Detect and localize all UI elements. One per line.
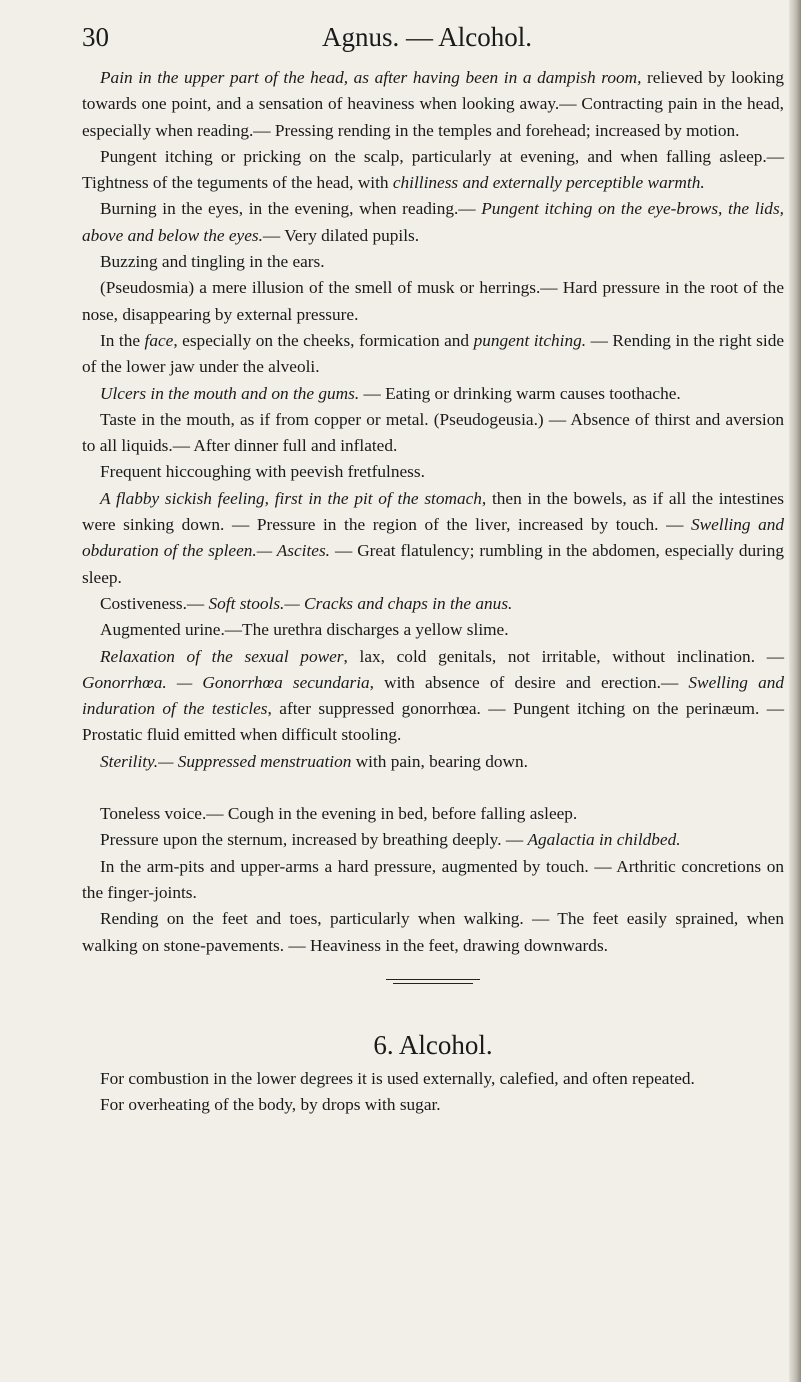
section-divider-top <box>386 979 480 980</box>
paragraph-scalp: Pungent itching or pricking on the scalp, particularly at evening, and when falling asleep.— Tightness of the teguments of the head, with chilliness and externally perceptible warmth. <box>82 146 784 193</box>
italic-phrase: Pain in the upper part of the head, as after having been in a dampish room, <box>100 68 642 87</box>
paragraph-armpits: In the arm-pits and upper-arms a hard pressure, augmented by touch. — Arthritic concretions on the finger-joints. <box>82 856 784 902</box>
book-spine-edge <box>789 0 801 1382</box>
section-title: 6. Alcohol. <box>373 1029 493 1060</box>
page-number: 30 <box>82 22 109 52</box>
section-divider-bottom <box>393 983 473 984</box>
paragraph-overheating: For overheating of the body, by drops with sugar. <box>100 1095 441 1115</box>
page-body <box>82 65 784 1118</box>
paragraph-sexual: Relaxation of the sexual power, lax, cold genitals, not irritable, without inclination. — Gonorrhœa. — Gonorrhœa secundaria, with absence of desire and erection.— Swelling and induration of the testicles, after suppressed gonorrhœa. — Pungent itching on the perinæum. — Prostatic fluid emitted when difficult stooling. <box>82 646 785 745</box>
running-title: Agnus. — Alcohol. <box>321 22 532 52</box>
paragraph-smell: (Pseudosmia) a mere illusion of the smell of musk or herrings.— Hard pressure in the root of the nose, disappearing by external pressure. <box>82 278 784 324</box>
paragraph-taste: Taste in the mouth, as if from copper or metal. (Pseudogeusia.) — Absence of thirst and aversion to all liquids.— After dinner full and inflated. <box>82 409 784 456</box>
paragraph-sterility: Sterility.— Suppressed menstruation with pain, bearing down. <box>100 751 528 771</box>
paragraph-hiccough: Frequent hiccoughing with peevish fretfulness. <box>100 462 425 482</box>
paragraph-urine: Augmented urine.—The urethra discharges a yellow slime. <box>100 620 509 640</box>
paragraph-sternum: Pressure upon the sternum, increased by breathing deeply. — Agalactia in childbed. <box>100 830 681 850</box>
paragraph-stomach: A flabby sickish feeling, first in the pit of the stomach, then in the bowels, as if all the intestines were sinking down. — Pressure in the region of the liver, increased by touch. — Swelling and obduration of the spleen.— Ascites. — Great flatulency; rumbling in the abdomen, especially during sleep. <box>82 488 785 587</box>
running-header <box>82 18 772 58</box>
paragraph-costiveness: Costiveness.— Soft stools.— Cracks and chaps in the anus. <box>100 593 513 613</box>
paragraph-gap <box>82 775 784 801</box>
paragraph-head-pain: Pain in the upper part of the head, as after having been in a dampish room, relieved by looking towards one point, and a sensation of heaviness when looking away.— Contracting pain in the head, especially when reading.— Pressing rending in the temples and forehead; increased by motion. <box>82 68 784 140</box>
paragraph-ulcers: Ulcers in the mouth and on the gums. — Eating or drinking warm causes toothache. <box>100 383 681 403</box>
paragraph-combustion: For combustion in the lower degrees it is used externally, calefied, and often repeated. <box>100 1068 695 1088</box>
paragraph-voice: Toneless voice.— Cough in the evening in bed, before falling asleep. <box>100 804 578 824</box>
paragraph-ears: Buzzing and tingling in the ears. <box>100 252 325 272</box>
paragraph-feet: Rending on the feet and toes, particularly when walking. — The feet easily sprained, when walking on stone-pavements. — Heaviness in the feet, drawing downwards. <box>82 909 784 955</box>
paragraph-eyes: Burning in the eyes, in the evening, when reading.— Pungent itching on the eye-brows, the lids, above and below the eyes.— Very dilated pupils. <box>82 199 784 245</box>
paragraph-face: In the face, especially on the cheeks, formication and pungent itching. — Rending in the right side of the lower jaw under the alveoli. <box>82 330 785 377</box>
